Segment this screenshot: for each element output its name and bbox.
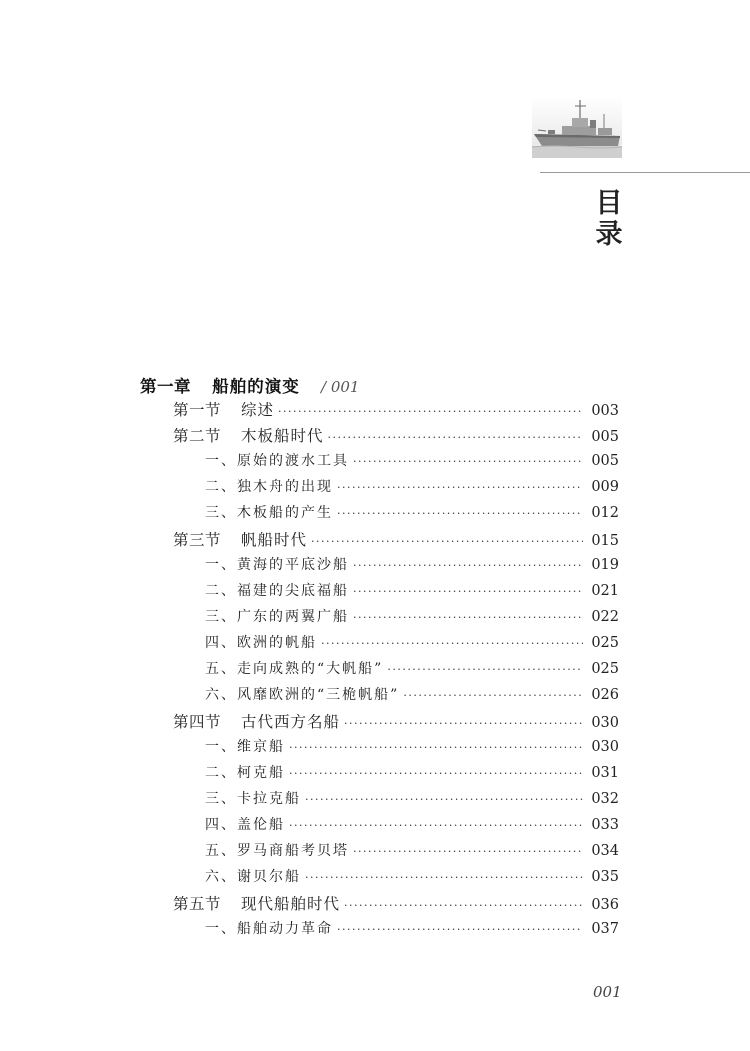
entry-title: 五、罗马商船考贝塔: [205, 843, 349, 859]
toc-heading: [592, 188, 626, 250]
entry-title: 六、谢贝尔船: [205, 869, 301, 885]
entry-title: 二、福建的尖底福船: [205, 583, 349, 599]
toc-section-entry[interactable]: [173, 710, 619, 730]
entry-page: 005: [591, 429, 619, 445]
dot-leader: [337, 507, 583, 520]
toc-subsection-entry[interactable]: [205, 684, 619, 704]
entry-page: 003: [591, 403, 619, 419]
dot-leader: [403, 689, 583, 702]
entry-page: 012: [591, 505, 619, 521]
toc-section-entry[interactable]: [173, 398, 619, 418]
dot-leader: [311, 535, 583, 548]
warship-image: [532, 96, 622, 158]
toc-subsection-entry[interactable]: [205, 502, 619, 522]
dot-leader: [289, 767, 583, 780]
dot-leader: [344, 899, 583, 912]
entry-page: 025: [591, 661, 619, 677]
entry-title: 四、欧洲的帆船: [205, 635, 317, 651]
entry-title: 三、广东的两翼广船: [205, 609, 349, 625]
toc-subsection-entry[interactable]: [205, 762, 619, 782]
entry-page: 019: [591, 557, 619, 573]
entry-title: 现代船舶时代: [241, 895, 341, 913]
toc-section-entry[interactable]: [173, 528, 619, 548]
entry-title: 四、盖伦船: [205, 817, 285, 833]
toc-section-entry[interactable]: [173, 424, 619, 444]
toc-subsection-entry[interactable]: [205, 450, 619, 470]
entry-title: 一、船舶动力革命: [205, 921, 333, 937]
dot-leader: [289, 741, 583, 754]
dot-leader: [305, 871, 583, 884]
heading-char-2: 录: [595, 219, 623, 250]
entry-title: 木板船时代: [241, 427, 324, 445]
dot-leader: [353, 611, 583, 624]
entry-page: 036: [591, 897, 619, 913]
entry-title: 五、走向成熟的“大帆船”: [205, 661, 384, 677]
chapter-title: 船舶的演变: [212, 377, 300, 396]
section-number: 第三节: [173, 531, 222, 549]
entry-page: 021: [591, 583, 619, 599]
entry-page: 026: [591, 687, 619, 703]
chapter-entry[interactable]: [140, 373, 359, 395]
entry-page: 037: [591, 921, 619, 937]
dot-leader: [353, 585, 583, 598]
toc-subsection-entry[interactable]: [205, 476, 619, 496]
entry-title: 三、卡拉克船: [205, 791, 301, 807]
entry-title: 古代西方名船: [241, 713, 341, 731]
page-number: 001: [593, 983, 622, 1001]
section-number: 第四节: [173, 713, 222, 731]
entry-page: 030: [591, 715, 619, 731]
entry-title: 综述: [241, 401, 275, 419]
entry-page: 031: [591, 765, 619, 781]
dot-leader: [289, 819, 583, 832]
header-rule: [540, 172, 750, 173]
heading-char-1: 目: [595, 188, 623, 219]
dot-leader: [337, 923, 583, 936]
entry-title: 一、原始的渡水工具: [205, 453, 349, 469]
dot-leader: [305, 793, 583, 806]
section-number: 第一节: [173, 401, 222, 419]
entry-title: 三、木板船的产生: [205, 505, 333, 521]
toc-subsection-entry[interactable]: [205, 866, 619, 886]
toc-subsection-entry[interactable]: [205, 840, 619, 860]
entry-page: 025: [591, 635, 619, 651]
dot-leader: [353, 845, 583, 858]
entry-page: 015: [591, 533, 619, 549]
toc-subsection-entry[interactable]: [205, 632, 619, 652]
entry-page: 022: [591, 609, 619, 625]
entry-title: 二、独木舟的出现: [205, 479, 333, 495]
entry-page: 009: [591, 479, 619, 495]
dot-leader: [321, 637, 583, 650]
toc-subsection-entry[interactable]: [205, 554, 619, 574]
toc-subsection-entry[interactable]: [205, 736, 619, 756]
dot-leader: [278, 405, 583, 418]
chapter-page: / 001: [321, 378, 360, 396]
entry-title: 一、维京船: [205, 739, 285, 755]
toc-subsection-entry[interactable]: [205, 580, 619, 600]
toc-subsection-entry[interactable]: [205, 814, 619, 834]
entry-page: 034: [591, 843, 619, 859]
dot-leader: [353, 455, 583, 468]
entry-title: 帆船时代: [241, 531, 308, 549]
chapter-number: 第一章: [140, 377, 191, 396]
entry-page: 005: [591, 453, 619, 469]
entry-page: 032: [591, 791, 619, 807]
toc-section-entry[interactable]: [173, 892, 619, 912]
section-number: 第二节: [173, 427, 222, 445]
dot-leader: [328, 431, 584, 444]
entry-page: 035: [591, 869, 619, 885]
toc-subsection-entry[interactable]: [205, 788, 619, 808]
dot-leader: [344, 717, 583, 730]
entry-title: 二、柯克船: [205, 765, 285, 781]
dot-leader: [337, 481, 583, 494]
dot-leader: [353, 559, 583, 572]
entry-title: 六、风靡欧洲的“三桅帆船”: [205, 687, 400, 703]
section-number: 第五节: [173, 895, 222, 913]
toc-subsection-entry[interactable]: [205, 658, 619, 678]
entry-page: 033: [591, 817, 619, 833]
dot-leader: [387, 663, 583, 676]
entry-title: 一、黄海的平底沙船: [205, 557, 349, 573]
toc-subsection-entry[interactable]: [205, 606, 619, 626]
toc-subsection-entry[interactable]: [205, 918, 619, 938]
entry-page: 030: [591, 739, 619, 755]
